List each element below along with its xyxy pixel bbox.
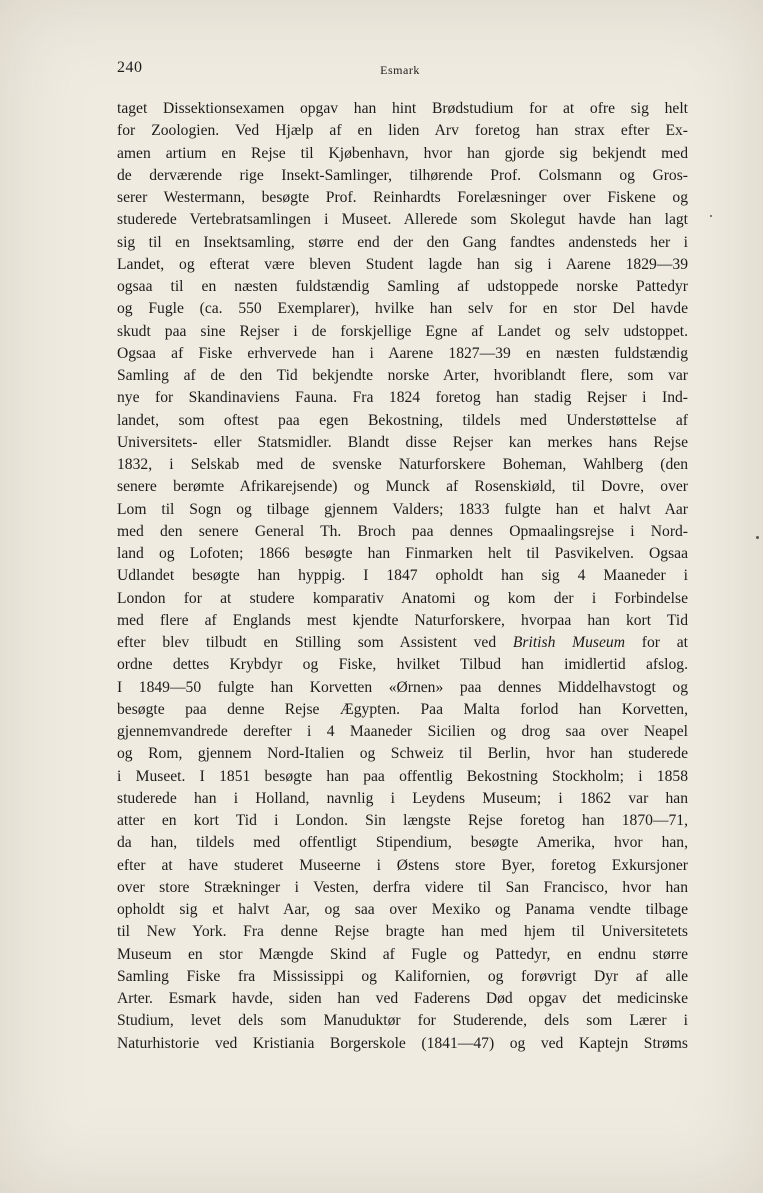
text-line: efter at have studeret Museerne i Østens store Byer, foretog Exkursjoner: [117, 856, 688, 874]
page-number: 240: [117, 59, 143, 76]
text-line: over store Strækninger i Vesten, derfra videre til San Francisco, hvor han: [117, 878, 688, 896]
text-line: til New York. Fra denne Rejse bragte han med hjem til Universitetets: [117, 923, 688, 941]
text-line: Naturhistorie ved Kristiania Borgerskole (1841—47) og ved Kaptejn Strøms: [117, 1034, 688, 1052]
text-line: og Fugle (ca. 550 Exemplarer), hvilke han selv for en stor Del havde: [117, 300, 688, 318]
text-line: besøgte paa denne Rejse Ægypten. Paa Malta forlod han Korvetten,: [117, 700, 688, 718]
text-line: ordne dettes Krybdyr og Fiske, hvilket Tilbud han imidlertid afslog.: [117, 656, 688, 674]
text-line: studerede Vertebratsamlingen i Museet. Allerede som Skolegut havde han lagt: [117, 211, 688, 229]
text-line: Samling Fiske fra Mississippi og Kalifornien, og forøvrigt Dyr af alle: [117, 967, 688, 985]
text-line: for Zoologien. Ved Hjælp af en liden Arv foretog han strax efter Ex-: [117, 122, 688, 140]
text-line: da han, tildels med offentligt Stipendium, besøgte Amerika, hvor han,: [117, 834, 688, 852]
text-line: landet, som oftest paa egen Bekostning, tildels med Understøttelse af: [117, 411, 688, 429]
italic-term: British Museum: [512, 634, 625, 651]
text-line: med flere af Englands mest kjendte Naturforskere, hvorpaa han kort Tid: [117, 611, 688, 629]
text-line: amen artium en Rejse til Kjøbenhavn, hvor han gjorde sig bekjendt med: [117, 144, 688, 162]
text-line: Studium, levet dels som Manuduktør for Studerende, dels som Lærer i: [117, 1012, 688, 1030]
paper-speck: [710, 215, 712, 217]
text-line: nye for Skandinaviens Fauna. Fra 1824 foretog han stadig Rejser i Ind-: [117, 389, 688, 407]
text-line: taget Dissektionsexamen opgav han hint Brødstudium for at ofre sig helt: [117, 100, 688, 117]
text-line: senere berømte Afrikarejsende) og Munck af Rosenskiøld, til Dovre, over: [117, 478, 688, 496]
text-line: serer Westermann, besøgte Prof. Reinhardts Forelæsninger over Fiskene og: [117, 189, 688, 206]
text-line: i Museet. I 1851 besøgte han paa offentlig Bekostning Stockholm; i 1858: [117, 767, 688, 785]
text-line: ogsaa til en næsten fuldstændig Samling af udstoppede norske Pattedyr: [117, 278, 688, 295]
text-segment: efter blev tilbudt en Stilling som Assistent ved: [117, 634, 513, 651]
text-line: Ogsaa af Fiske erhvervede han i Aarene 1827—39 en næsten fuldstændig: [117, 344, 688, 362]
text-line: gjennemvandrede derefter i 4 Maaneder Sicilien og drog saa over Neapel: [117, 723, 688, 740]
text-line: atter en kort Tid i London. Sin længste Rejse foretog han 1870—71,: [117, 812, 688, 829]
text-line: Udlandet besøgte han hyppig. I 1847 opholdt han sig 4 Maaneder i: [117, 567, 688, 585]
text-line: Universitets- eller Statsmidler. Blandt disse Rejser kan merkes hans Rejse: [117, 433, 688, 451]
text-line: sig til en Insektsamling, større end der den Gang fandtes andensteds her i: [117, 233, 688, 251]
running-head: Esmark: [380, 63, 420, 77]
text-segment: for at: [624, 634, 688, 651]
text-line: med den senere General Th. Broch paa dennes Opmaalingsrejse i Nord-: [117, 522, 688, 540]
text-line: Museum en stor Mængde Skind af Fugle og Pattedyr, en endnu større: [117, 945, 688, 963]
text-line: London for at studere komparativ Anatomi og kom der i Forbindelse: [117, 589, 688, 607]
body-text: [117, 98, 688, 1055]
text-line: I 1849—50 fulgte han Korvetten «Ørnen» paa dennes Middelhavstogt og: [117, 678, 688, 696]
text-line: og Rom, gjennem Nord-Italien og Schweiz til Berlin, hvor han studerede: [117, 745, 688, 763]
text-line: Lom til Sogn og tilbage gjennem Valders; 1833 fulgte han et halvt Aar: [117, 500, 688, 518]
text-line: Arter. Esmark havde, siden han ved Faderens Død opgav det medicinske: [117, 990, 688, 1007]
text-line: de derværende rige Insekt-Samlinger, tilhørende Prof. Colsmann og Gros-: [117, 166, 688, 184]
paper-speck: [756, 536, 759, 539]
text-line: land og Lofoten; 1866 besøgte han Finmarken helt til Pasvikelven. Ogsaa: [117, 545, 688, 562]
text-line-mixed: [117, 632, 688, 654]
text-line: Landet, og efterat være bleven Student lagde han sig i Aarene 1829—39: [117, 255, 688, 273]
text-line: Samling af de den Tid bekjendte norske Arter, hvoriblandt flere, som var: [117, 367, 688, 384]
text-line: opholdt sig et halvt Aar, og saa over Mexiko og Panama vendte tilbage: [117, 901, 688, 918]
text-line: studerede han i Holland, navnlig i Leydens Museum; i 1862 var han: [117, 789, 688, 807]
text-line: skudt paa sine Rejser i de forskjellige Egne af Landet og selv udstoppet.: [117, 322, 688, 340]
text-line: 1832, i Selskab med de svenske Naturforskere Boheman, Wahlberg (den: [117, 456, 688, 473]
